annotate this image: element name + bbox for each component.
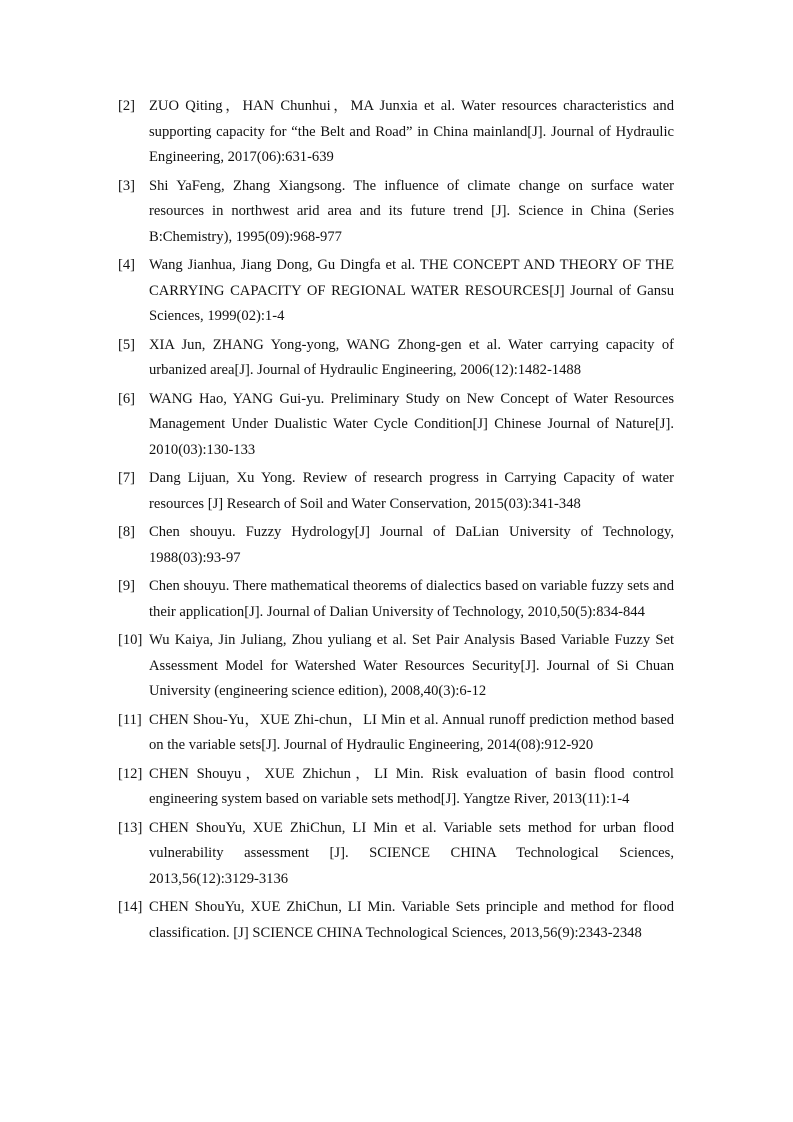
reference-item [118, 574, 674, 625]
reference-item [118, 628, 674, 705]
reference-item [118, 387, 674, 464]
reference-item [118, 466, 674, 517]
reference-number: [14] [118, 899, 143, 915]
reference-text: Chen shouyu. Fuzzy Hydrology[J] Journal of DaLian University of Technology, 1988(03):93-97 [149, 524, 674, 566]
reference-number: [13] [118, 819, 143, 836]
reference-item [118, 895, 674, 946]
reference-number: [10] [118, 632, 143, 648]
reference-item [118, 333, 674, 384]
reference-item [118, 94, 674, 171]
reference-text: CHEN ShouYu, XUE ZhiChun, LI Min et al. Variable sets method for urban flood vulnerability assessment [J]. SCIENCE CHINA Technological Sciences, 2013,56(12):3129-3136 [149, 819, 674, 887]
reference-number: [12] [118, 765, 143, 782]
reference-number: [4] [118, 257, 136, 273]
reference-text: WANG Hao, YANG Gui-yu. Preliminary Study on New Concept of Water Resources Management Under Dualistic Water Cycle Condition[J] Chinese Journal of Nature[J]. 2010(03):130-133 [149, 390, 674, 458]
reference-text: CHEN Shouyu，XUE Zhichun，LI Min. Risk evaluation of basin flood control engineering system based on variable sets method[J]. Yangtze River, 2013(11):1-4 [149, 765, 674, 807]
reference-text: Shi YaFeng, Zhang Xiangsong. The influence of climate change on surface water resources in northwest arid area and its future trend [J]. Science in China (Series B:Chemistry), 1995(09):968-977 [149, 177, 674, 245]
reference-text: Dang Lijuan, Xu Yong. Review of research progress in Carrying Capacity of water resources [J] Research of Soil and Water Conservation, 2015(03):341-348 [149, 470, 674, 512]
reference-text: Wu Kaiya, Jin Juliang, Zhou yuliang et al. Set Pair Analysis Based Variable Fuzzy Set Assessment Model for Watershed Water Resources Security[J]. Journal of Si Chuan University (engineering science edition), 2008,40(3):6-12 [149, 632, 674, 699]
reference-item [118, 762, 674, 813]
reference-item [118, 816, 674, 893]
reference-text: Wang Jianhua, Jiang Dong, Gu Dingfa et al. THE CONCEPT AND THEORY OF THE CARRYING CAPACITY OF REGIONAL WATER RESOURCES[J] Journal of Gansu Sciences, 1999(02):1-4 [149, 257, 674, 324]
reference-text: CHEN Shou-Yu，XUE Zhi-chun，LI Min et al. Annual runoff prediction method based on the variable sets[J]. Journal of Hydraulic Engineering, 2014(08):912-920 [149, 711, 674, 753]
reference-item [118, 520, 674, 571]
reference-item [118, 253, 674, 330]
reference-number: [11] [118, 711, 142, 728]
reference-number: [8] [118, 524, 136, 540]
reference-text: ZUO Qiting，HAN Chunhui，MA Junxia et al. Water resources characteristics and supporting capacity for “the Belt and Road” in China mainland[J]. Journal of Hydraulic Engineering, 2017(06):631-639 [149, 98, 674, 165]
reference-text: CHEN ShouYu, XUE ZhiChun, LI Min. Variable Sets principle and method for flood classification. [J] SCIENCE CHINA Technological Sciences, 2013,56(9):2343-2348 [149, 899, 674, 941]
reference-number: [9] [118, 578, 136, 594]
reference-text: Chen shouyu. There mathematical theorems of dialectics based on variable fuzzy sets and their application[J]. Journal of Dalian University of Technology, 2010,50(5):834-844 [149, 578, 674, 620]
reference-number: [2] [118, 98, 136, 114]
reference-list [118, 94, 674, 949]
reference-number: [5] [118, 336, 136, 353]
reference-number: [3] [118, 177, 136, 194]
reference-number: [6] [118, 390, 136, 407]
reference-text: XIA Jun, ZHANG Yong-yong, WANG Zhong-gen et al. Water carrying capacity of urbanized area[J]. Journal of Hydraulic Engineering, 2006(12):1482-1488 [149, 336, 674, 378]
reference-item [118, 708, 674, 759]
reference-item [118, 174, 674, 251]
reference-number: [7] [118, 470, 136, 486]
